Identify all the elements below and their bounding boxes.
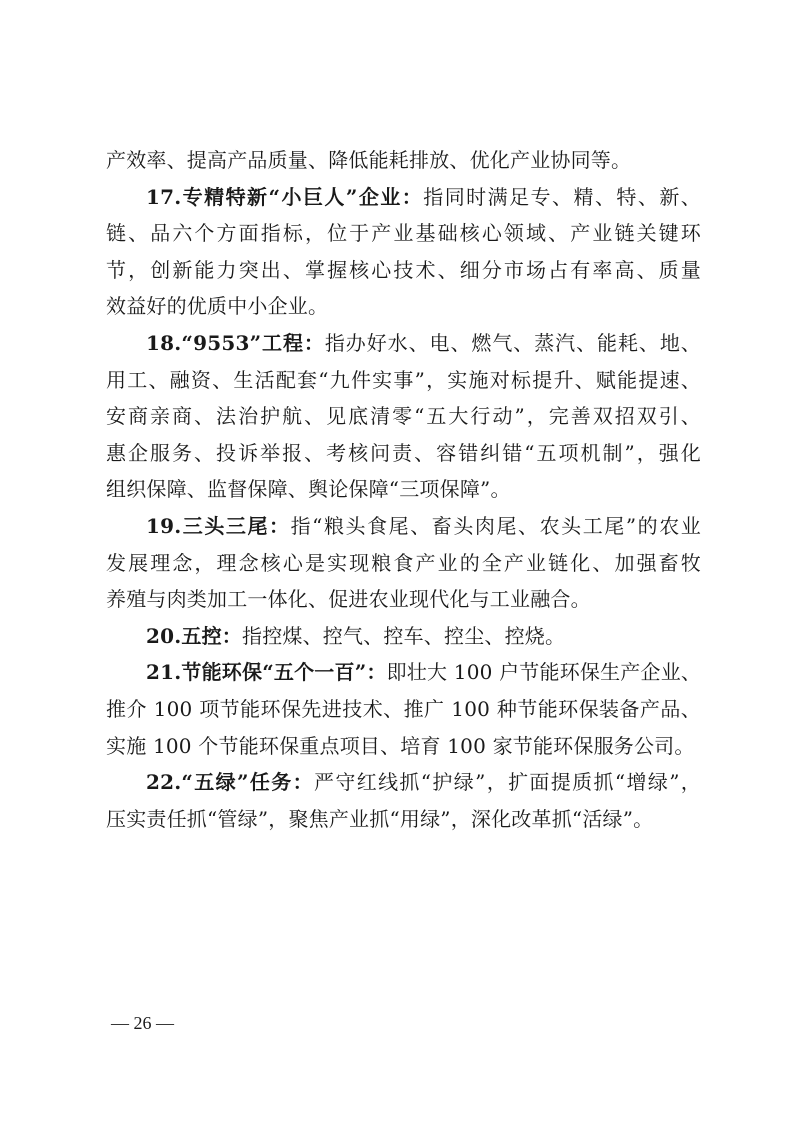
glossary-definition-text: 严守红线抓“护绿”，扩面提质抓“增绿”，	[313, 770, 701, 795]
glossary-item-first-line	[106, 654, 701, 691]
glossary-item-line: 发展理念，理念核心是实现粮食产业的全产业链化、加强畜牧	[106, 550, 701, 575]
glossary-item-line: 节，创新能力突出、掌握核心技术、细分市场占有率高、质量	[106, 257, 701, 282]
glossary-item-line: 压实责任抓“管绿”，聚焦产业抓“用绿”，深化改革抓“活绿”。	[106, 806, 654, 831]
glossary-item-line: 用工、融资、生活配套“九件实事”，实施对标提升、赋能提速、	[106, 367, 701, 392]
glossary-item-19	[106, 508, 701, 618]
glossary-term: 19.三头三尾：	[146, 513, 291, 538]
glossary-definition-text: 即壮大 100 户节能环保生产企业、	[386, 660, 702, 685]
glossary-term: 20.五控：	[146, 623, 242, 648]
glossary-item-line: 效益好的优质中小企业。	[106, 294, 329, 319]
glossary-item-line: 养殖与肉类加工一体化、促进农业现代化与工业融合。	[106, 587, 591, 612]
glossary-definition-text: 指“粮头食尾、畜头肉尾、农头工尾”的农业	[290, 513, 701, 538]
continued-paragraph-line: 产效率、提高产品质量、降低能耗排放、优化产业协同等。	[106, 148, 632, 172]
glossary-item-line: 推介 100 项节能环保先进技术、推广 100 种节能环保装备产品、	[106, 696, 701, 721]
glossary-term: 18.“9553”工程：	[146, 330, 325, 355]
glossary-item-line: 链、品六个方面指标，位于产业基础核心领域、产业链关键环	[106, 221, 701, 246]
glossary-term: 17.专精特新“小巨人”企业：	[146, 184, 424, 209]
glossary-definition-text: 指控煤、控气、控车、控尘、控烧。	[242, 623, 566, 648]
glossary-item-22	[106, 764, 701, 837]
glossary-item-first-line	[106, 179, 701, 216]
glossary-content	[106, 142, 701, 837]
glossary-item-line: 安商亲商、法治护航、见底清零“五大行动”，完善双招双引、	[106, 404, 701, 429]
glossary-item-line: 组织保障、监督保障、舆论保障“三项保障”。	[106, 477, 511, 502]
glossary-item-first-line	[106, 325, 701, 362]
glossary-item-first-line	[106, 618, 701, 655]
glossary-item-18	[106, 325, 701, 508]
glossary-definition-text: 指同时满足专、精、特、新、	[423, 184, 701, 209]
glossary-item-first-line	[106, 764, 701, 801]
glossary-term: 21.节能环保“五个一百”：	[146, 660, 387, 685]
glossary-term: 22.“五绿”任务：	[146, 770, 314, 795]
glossary-item-line: 惠企服务、投诉举报、考核问责、容错纠错“五项机制”，强化	[106, 440, 701, 465]
page-number: — 26 —	[111, 1013, 174, 1033]
glossary-item-first-line	[106, 508, 701, 545]
glossary-item-20	[106, 618, 701, 655]
glossary-definition-text: 指办好水、电、燃气、蒸汽、能耗、地、	[324, 330, 701, 355]
glossary-item-21	[106, 654, 701, 764]
glossary-item-line: 实施 100 个节能环保重点项目、培育 100 家节能环保服务公司。	[106, 733, 695, 758]
glossary-item-17	[106, 179, 701, 325]
